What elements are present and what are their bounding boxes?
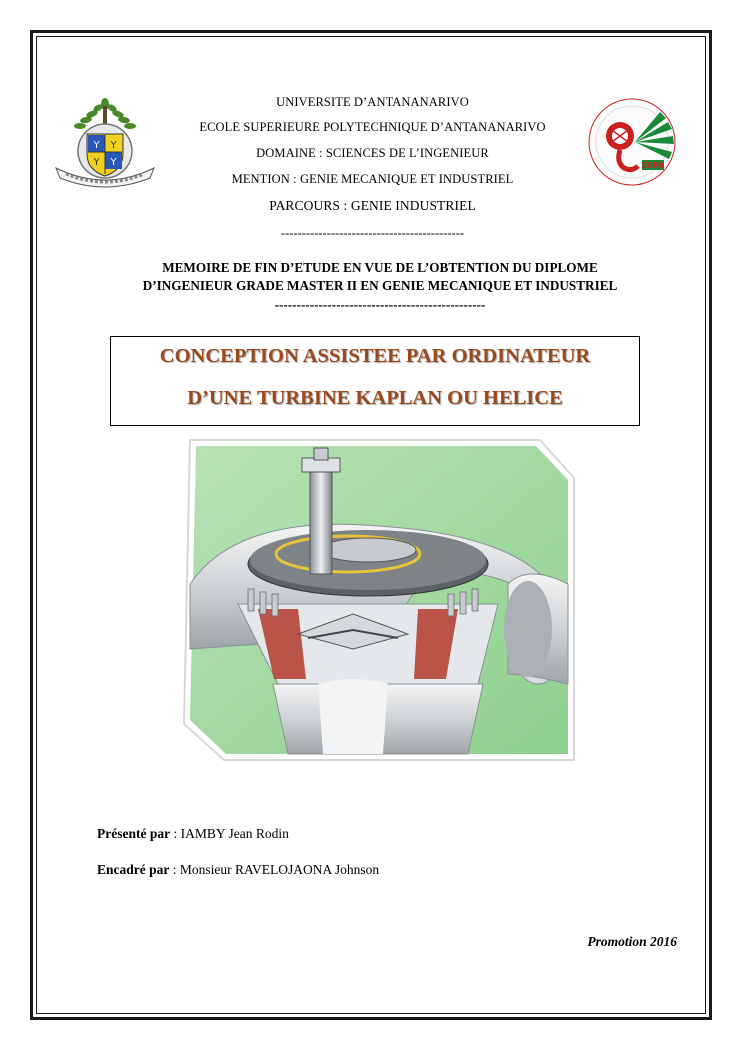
- supervised-by-label: Encadré par: [97, 862, 170, 877]
- presented-by-value: : IAMBY Jean Rodin: [170, 826, 289, 841]
- supervised-by: [97, 862, 379, 878]
- parcours-line: PARCOURS : GENIE INDUSTRIEL: [269, 198, 476, 213]
- kaplan-turbine-illustration: [178, 434, 578, 766]
- thesis-title-line-1: CONCEPTION ASSISTEE PAR ORDINATEUR: [159, 345, 591, 367]
- header-separator: --------------------------------------------: [280, 226, 465, 240]
- thesis-title-line-2: D’UNE TURBINE KAPLAN OU HELICE: [187, 387, 563, 409]
- presented-by-label: Présenté par: [97, 826, 171, 841]
- svg-text:Y: Y: [93, 157, 100, 168]
- university-name: UNIVERSITE D’ANTANANARIVO: [276, 95, 469, 109]
- mention-line: MENTION : GENIE MECANIQUE ET INDUSTRIEL: [231, 172, 514, 186]
- promotion-year: Promotion 2016: [587, 934, 677, 949]
- thesis-title-box: [110, 336, 640, 426]
- memoire-separator: ------------------------------------------------: [274, 297, 486, 312]
- supervised-by-value: : Monsieur RAVELOJAONA Johnson: [169, 862, 380, 877]
- svg-text:ESPA: ESPA: [641, 161, 665, 170]
- svg-text:Y: Y: [110, 157, 117, 168]
- memoire-line-2: D’INGENIEUR GRADE MASTER II EN GENIE MECANIQUE ET INDUSTRIEL: [142, 278, 618, 293]
- presented-by: [97, 826, 289, 842]
- svg-text:Y: Y: [110, 140, 117, 151]
- svg-text:Y: Y: [93, 140, 100, 151]
- memoire-line-1: MEMOIRE DE FIN D’ETUDE EN VUE DE L’OBTENTION DU DIPLOME: [162, 260, 598, 275]
- school-name: ECOLE SUPERIEURE POLYTECHNIQUE D’ANTANANARIVO: [199, 120, 546, 134]
- domain-line: DOMAINE : SCIENCES DE L’INGENIEUR: [256, 146, 489, 160]
